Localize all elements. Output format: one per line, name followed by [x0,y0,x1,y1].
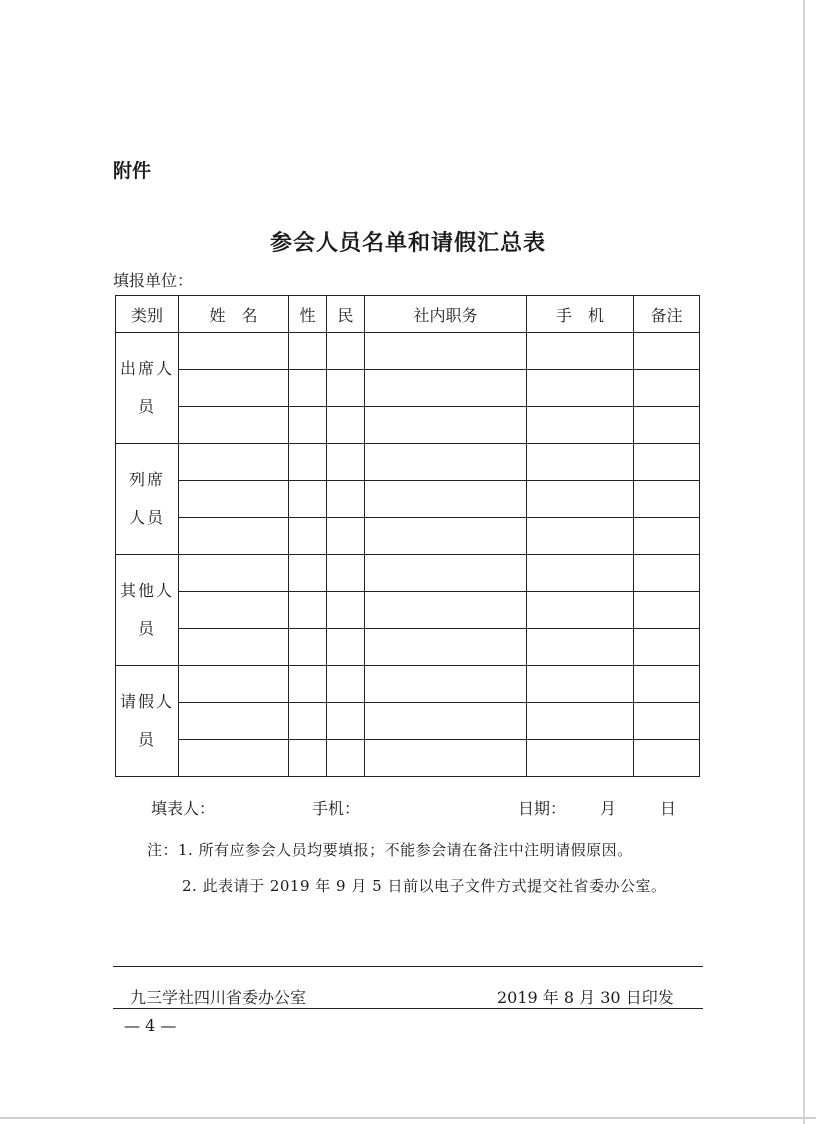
table-cell[interactable] [365,333,527,370]
table-row [116,481,700,518]
table-row [116,555,700,592]
footer-top-rule [113,966,703,967]
table-cell[interactable] [179,629,289,666]
category-label: 员 [137,619,156,638]
filler-phone-label: 手机： [312,799,361,818]
table-cell[interactable] [327,666,365,703]
note-2: 2. 此表请于 2019 年 9 月 5 日前以电子文件方式提交社省委办公室。 [182,877,667,895]
table-row [116,592,700,629]
table-cell[interactable] [365,703,527,740]
table-cell[interactable] [365,481,527,518]
table-cell[interactable] [289,592,327,629]
table-cell[interactable] [634,555,700,592]
table-cell[interactable] [365,740,527,777]
table-cell[interactable] [179,592,289,629]
table-cell[interactable] [179,555,289,592]
table-cell[interactable] [365,629,527,666]
table-cell[interactable] [179,481,289,518]
table-row [116,666,700,703]
table-cell[interactable] [327,629,365,666]
table-cell[interactable] [179,444,289,481]
table-cell[interactable] [365,555,527,592]
column-header: 社内职务 [365,296,527,333]
category-label: 列席 [128,470,165,489]
category-cell [116,333,179,444]
table-cell[interactable] [527,592,634,629]
table-cell[interactable] [527,555,634,592]
table-cell[interactable] [289,703,327,740]
table-cell[interactable] [634,481,700,518]
table-cell[interactable] [527,629,634,666]
table-cell[interactable] [365,518,527,555]
table-cell[interactable] [289,518,327,555]
table-cell[interactable] [527,370,634,407]
table-cell[interactable] [527,481,634,518]
table-cell[interactable] [527,407,634,444]
table-cell[interactable] [634,370,700,407]
table-cell[interactable] [365,592,527,629]
table-cell[interactable] [634,407,700,444]
column-header: 手 机 [527,296,634,333]
table-cell[interactable] [289,555,327,592]
table-cell[interactable] [327,481,365,518]
table-cell[interactable] [289,740,327,777]
table-cell[interactable] [527,444,634,481]
reporting-unit-label: 填报单位： [113,271,194,290]
note-1: 注：1. 所有应参会人员均要填报；不能参会请在备注中注明请假原因。 [147,841,633,859]
table-cell[interactable] [289,666,327,703]
filler-person-label: 填表人： [151,799,216,818]
table-row [116,333,700,370]
table-cell[interactable] [327,740,365,777]
column-header: 备注 [634,296,700,333]
table-cell[interactable] [327,407,365,444]
table-cell[interactable] [634,666,700,703]
table-cell[interactable] [527,666,634,703]
table-cell[interactable] [327,555,365,592]
page-edge [803,0,805,1124]
table-cell[interactable] [179,333,289,370]
table-cell[interactable] [527,703,634,740]
table-cell[interactable] [365,370,527,407]
summary-table [115,295,700,777]
category-label: 员 [137,397,156,416]
table-cell[interactable] [634,740,700,777]
table-row [116,740,700,777]
attachment-label: 附件 [113,160,152,182]
page-edge [0,1117,816,1119]
column-header: 姓 名 [179,296,289,333]
table-row [116,370,700,407]
column-header: 民 [327,296,365,333]
table-cell[interactable] [179,407,289,444]
table-cell[interactable] [179,703,289,740]
filler-date-label: 日期： [518,799,567,818]
filler-day-label: 日 [660,799,677,818]
table-cell[interactable] [179,740,289,777]
table-cell[interactable] [289,444,327,481]
category-cell [116,555,179,666]
category-cell [116,666,179,777]
table-cell[interactable] [634,518,700,555]
table-cell[interactable] [365,666,527,703]
table-cell[interactable] [527,740,634,777]
table-cell[interactable] [289,407,327,444]
category-label: 其他人 [119,581,174,600]
table-cell[interactable] [327,592,365,629]
table-cell[interactable] [327,444,365,481]
table-cell[interactable] [527,333,634,370]
table-cell[interactable] [327,518,365,555]
issue-date: 2019 年 8 月 30 日印发 [497,988,674,1007]
category-label: 出席人 [119,359,174,378]
table-row [116,407,700,444]
table-cell[interactable] [634,592,700,629]
table-row [116,518,700,555]
issuer: 九三学社四川省委办公室 [130,988,307,1007]
table-cell[interactable] [527,518,634,555]
table-cell[interactable] [327,370,365,407]
table-header-row [116,296,700,333]
table-row [116,703,700,740]
table-cell[interactable] [634,444,700,481]
table-cell[interactable] [179,518,289,555]
table-row [116,444,700,481]
category-label: 人员 [128,508,165,527]
category-label: 员 [137,730,156,749]
page-title: 参会人员名单和请假汇总表 [269,230,546,256]
filler-month-label: 月 [600,799,617,818]
table-cell[interactable] [289,370,327,407]
table-cell[interactable] [179,666,289,703]
table-cell[interactable] [289,481,327,518]
table-cell[interactable] [634,333,700,370]
category-cell [116,444,179,555]
table-cell[interactable] [634,629,700,666]
table-cell[interactable] [327,703,365,740]
table-cell[interactable] [365,444,527,481]
table-cell[interactable] [634,703,700,740]
table-cell[interactable] [327,333,365,370]
table-cell[interactable] [289,333,327,370]
table-row [116,629,700,666]
column-header: 类别 [116,296,179,333]
column-header: 性 [289,296,327,333]
table-cell[interactable] [365,407,527,444]
footer-bottom-rule [113,1008,703,1009]
category-label: 请假人 [119,692,174,711]
table-cell[interactable] [289,629,327,666]
table-cell[interactable] [179,370,289,407]
page-number: — 4 — [124,1016,177,1035]
